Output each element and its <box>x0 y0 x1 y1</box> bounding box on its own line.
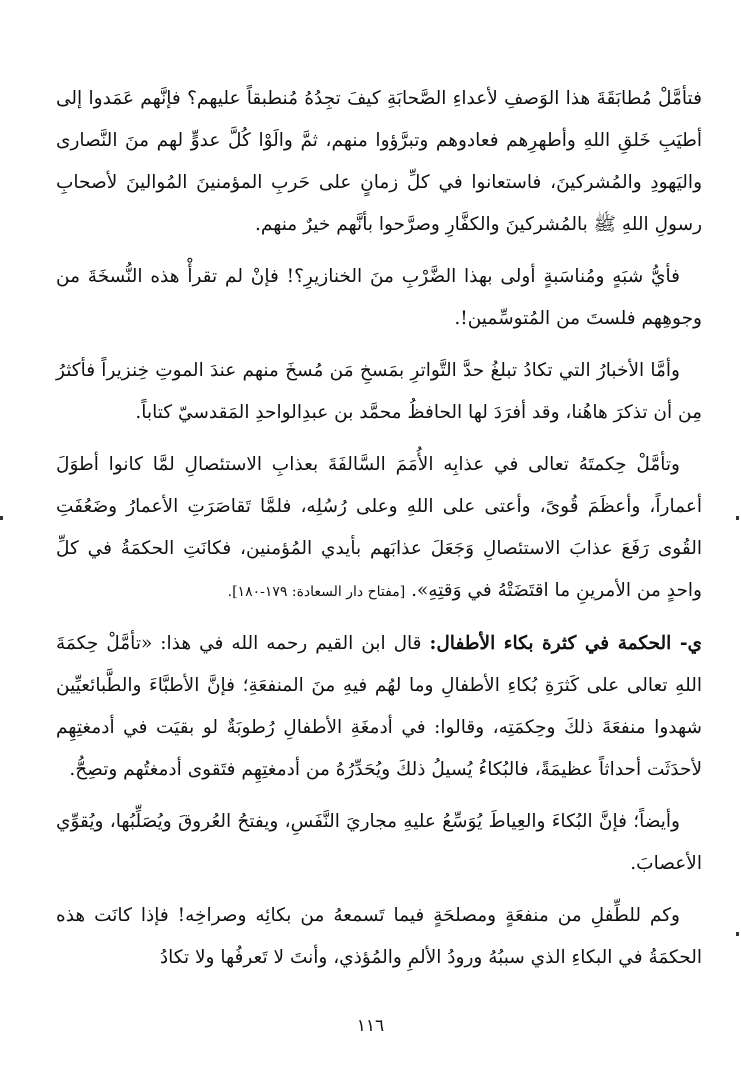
margin-mark-left <box>0 516 3 520</box>
paragraph-7 <box>56 895 702 979</box>
paragraph-7-text: وكم للطِّفلِ من منفعَةٍ ومصلحَةٍ فيما تَسمعهُ من بكائِه وصراخِه! فإذا كانَت هذه الحكمَةُ في البكاءِ الذي سببُهُ ورودُ الألمِ والمُؤذي، وأنتَ لا تَعرفُها ولا تكادُ <box>56 905 702 968</box>
margin-mark-right-2 <box>736 932 739 936</box>
page-number: ١١٦ <box>356 1016 385 1036</box>
paragraph-5-text: قال ابن القيم رحمه الله في هذا: «تأمَّلْ حِكمَةَ اللهِ تعالى على كَثرَةِ بُكاءِ الأطفالِ وما لهُم فيهِ منَ المنفعَةِ؛ فإنَّ الأطبَّاءَ والطَّبائعيِّين شهدوا منفعَةَ ذلكَ وحِكمَتِه، وقالوا: في أدمغَةِ الأطفالِ رُطوبَةٌ لو بقيَت في أدمغتِهِم لأحدَثَت أحداثاً عظيمَةً، فالبُكاءُ يُسيلُ ذلكَ ويُحَدِّرُهُ من أدمغتِهِم فتَقوى أدمغتُهم وتصِحُّ. <box>56 633 702 780</box>
paragraph-6-text: وأيضاً؛ فإنَّ البُكاءَ والعِياطَ يُوَسِّعُ عليهِ مجاريَ النَّفَسِ، ويفتحُ العُروقَ ويُصَلِّبُها، ويُقوِّي الأعصابَ. <box>56 811 702 874</box>
section-heading: ي- الحكمة في كثرة بكاء الأطفال: <box>429 633 702 654</box>
margin-mark-right-1 <box>736 516 739 520</box>
paragraph-3-text: وأمَّا الأخبارُ التي تكادُ تبلغُ حدَّ التَّواترِ بمَسخِ مَن مُسخَ منهم عندَ الموتِ خِنزيراً فأكثرُ مِن أن تذكرَ هاهُنا، وقد أفرَدَ لها الحافظُ محمَّد بن عبدِالواحدِ المَقدسيّ كتاباً. <box>56 360 702 423</box>
paragraph-1 <box>56 78 702 246</box>
paragraph-1-text: فتأمَّلْ مُطابَقَةَ هذا الوَصفِ لأعداءِ الصَّحابَةِ كيفَ تجِدُهُ مُنطبقاً عليهم؟ فإنَّهم عَمَدوا إلى أطيَبِ خَلقِ اللهِ وأطهرِهم فعادوهم وتبرَّؤوا منهم، ثمَّ والَوْا كُلَّ عدوٍّ لهم منَ النَّصارى واليَهودِ والمُشركينَ، فاستعانوا في كلِّ زمانٍ على حَربِ المؤمنينَ المُوالينَ لأصحابِ رسولِ اللهِ ﷺ بالمُشركينَ والكفَّارِ وصرَّحوا بأنَّهم خيرٌ منهم. <box>56 88 702 235</box>
paragraph-5 <box>56 623 702 791</box>
paragraph-3 <box>56 350 702 434</box>
paragraph-2 <box>56 256 702 340</box>
paragraph-2-text: فأيُّ شبَهٍ ومُناسَبةٍ أولى بهذا الضَّرْبِ منَ الخنازيرِ؟! فإنْ لم تقرأْ هذه النُّسخَةَ من وجوهِهم فلستَ من المُتوسِّمين!. <box>56 266 702 329</box>
paragraph-6 <box>56 801 702 885</box>
page-body <box>56 78 702 989</box>
paragraph-4 <box>56 444 702 613</box>
paragraph-4-text: وتأمَّلْ حِكمتَهُ تعالى في عذابِه الأُمَمَ السَّالفَةَ بعذابِ الاستئصالِ لمَّا كانوا أطوَلَ أعماراً، وأعظَمَ قُوىً، وأعتى على اللهِ وعلى رُسُلِه، فلمَّا تَقاصَرَتِ الأعمارُ وضَعُفَتِ القُوى رَفَعَ عذابَ الاستئصالِ وَجَعَلَ عذابَهم بأيدي المُؤمنين، فكانَتِ الحكمَةُ في كلِّ واحدٍ من الأمرينِ ما اقتَضَتْهُ في وَقتِهِ». <box>56 454 702 601</box>
source-reference: [مفتاح دار السعادة: ١٧٩-١٨٠]. <box>227 584 406 600</box>
